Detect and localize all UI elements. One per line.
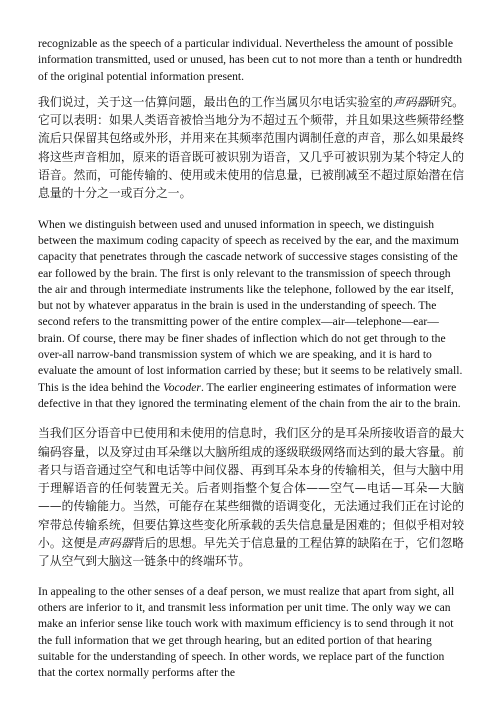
- paragraph-text: recognizable as the speech of a particular individual. Nevertheless the amount of possible information transmitted, used or unused, has been cut to not more than a tenth or hundredth of the original potential information present.: [38, 37, 463, 83]
- paragraph-text: When we distinguish between used and unused information in speech, we distinguish between the maximum coding capacity of speech as received by the ear, and the maximum capacity that penetrates through the cascade network of successive stages consisting of the ear followed by the brain. The first is only relevant to the transmission of speech through the air and through intermediate instruments like the telephone, followed by the ear itself, but not by whatever apparatus in the brain is used in the understanding of speech. The second refers to the transmitting power of the entire complex—air—telephone—ear—brain. Of course, there may be finer shades of inflection which do not get through to the over-all narrow-band transmission system of which we are speaking, and it is hard to evaluate the amount of lost information carried by these; but it seems to be relatively small. This is the idea behind the: [38, 217, 463, 394]
- paragraph-chinese-2: [38, 424, 464, 570]
- paragraph-text: 当我们区分语音中已使用和未使用的信息时，我们区分的是耳朵所接收语音的最大编码容量，以及穿过由耳朵继以大脑所组成的逐级联级网络而达到的最大容量。前者只与语音通过空气和电话等中间仪器、再到耳朵本身的传输相关，但与大脑中用于理解语音的任何装置无关。后者则指整个复合体——空气—电话—耳朵—大脑——的传输能力。当然，可能存在某些细微的语调变化，无法通过我们正在讨论的窄带总传输系统，但要估算这些变化所承载的丢失信息量是困难的；但似乎相对较小。这便是: [38, 426, 464, 551]
- document-page: [38, 36, 464, 681]
- paragraph-text: In appealing to the other senses of a deaf person, we must realize that apart from sight, all others are inferior to it, and transmit less information per unit time. The only way we can make an inferior sense like touch work with maximum efficiency is to send through it not the full information that we get through hearing, but an edited portion of that hearing suitable for the understanding of speech. In other words, we replace part of the function that the cortex normally performs after the: [38, 584, 455, 680]
- italic-term-vocoder: 声码器: [393, 94, 429, 109]
- paragraph-text: 我们说过，关于这一估算问题，最出色的工作当属贝尔电话实验室的: [38, 94, 393, 109]
- paragraph-english-2: [38, 217, 464, 413]
- paragraph-text: . The earlier engineering estimates of information were defective in that they ignored the terminating element of the chain from the air to the brain.: [38, 380, 461, 410]
- italic-term-vocoder: 声码器: [97, 536, 133, 551]
- paragraph-english-3: [38, 584, 464, 682]
- paragraph-text: 背后的思想。早先关于信息量的工程估算的缺陷在于，它们忽略了从空气到大脑这一链条中的终端环节。: [38, 536, 464, 569]
- paragraph-text: 研究。它可以表明：如果人类语音被恰当地分为不超过五个频带，并且如果这些频带经整流后只保留其包络或外形，并用来在其频率范围内调制任意的声音，那么如果最终将这些声音相加，原来的语音既可被识别为语音，又几乎可被识别为某个特定人的语音。然而，可能传输的、使用或未使用的信息量，已被削减至不超过原始潜在信息量的十分之一或百分之一。: [38, 94, 464, 201]
- italic-term-vocoder: Vocoder: [162, 380, 201, 394]
- paragraph-english-1: [38, 36, 464, 85]
- paragraph-chinese-1: [38, 93, 464, 203]
